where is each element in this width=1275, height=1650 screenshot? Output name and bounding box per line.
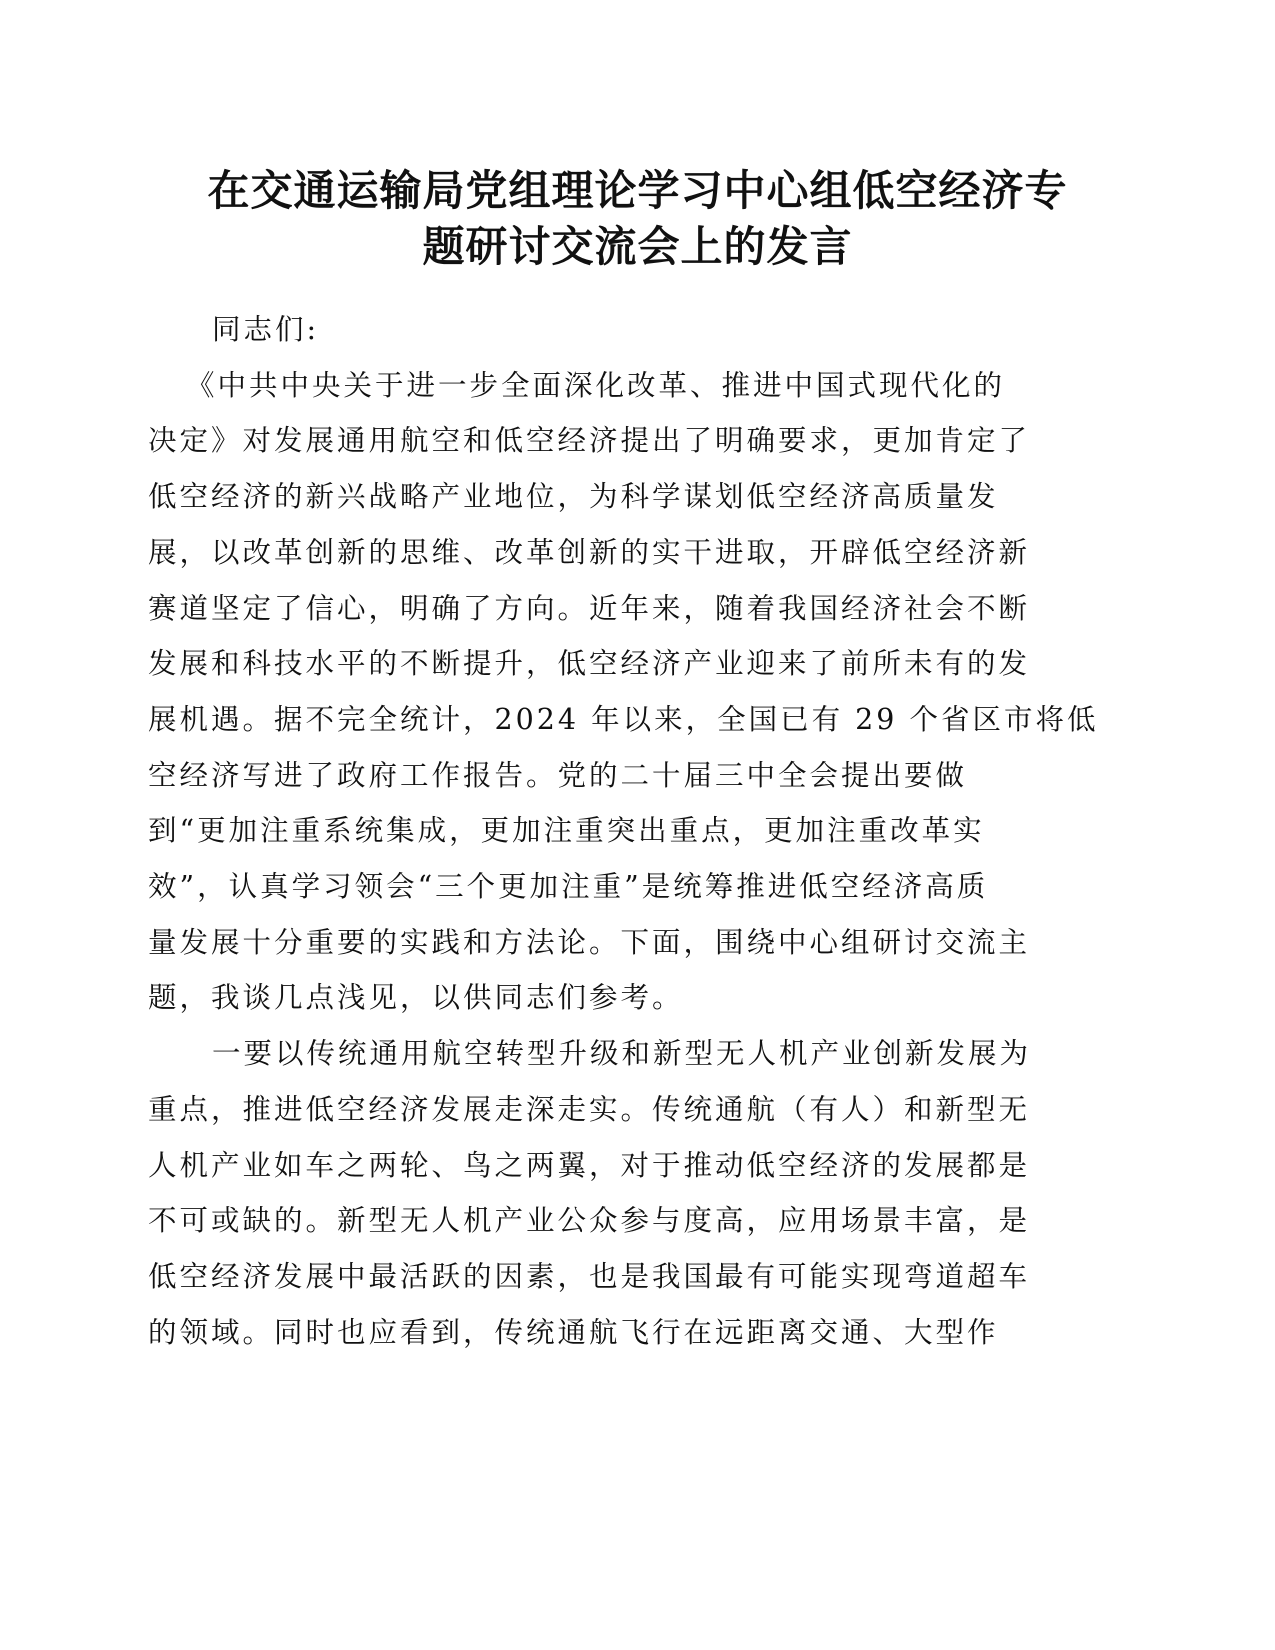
body-text-line: 《中共中央关于进一步全面深化改革、推进中国式现代化的: [186, 368, 1006, 402]
body-text-line: 效”，认真学习领会“三个更加注重”是统筹推进低空经济高质: [148, 870, 989, 903]
body-text-line: 到“更加注重系统集成，更加注重突出重点，更加注重改革实: [148, 814, 985, 848]
body-text-line: 低空经济发展中最活跃的因素，也是我国最有可能实现弯道超车: [148, 1259, 1031, 1293]
body-text-line: 量发展十分重要的实践和方法论。下面，围绕中心组研讨交流主: [148, 925, 1031, 959]
document-title-line-2: 题研讨交流会上的发言: [422, 222, 853, 271]
body-text-line: 的领域。同时也应看到，传统通航飞行在远距离交通、大型作: [148, 1315, 999, 1349]
body-text-line: 空经济写进了政府工作报告。党的二十届三中全会提出要做: [148, 758, 968, 792]
body-text-line: 展，以改革创新的思维、改革创新的实干进取，开辟低空经济新: [148, 535, 1031, 569]
body-text-line: 发展和科技水平的不断提升，低空经济产业迎来了前所未有的发: [148, 647, 1031, 681]
document-title-line-1: 在交通运输局党组理论学习中心组低空经济专: [207, 166, 1068, 215]
body-text-line: 不可或缺的。新型无人机产业公众参与度高，应用场景丰富，是: [148, 1204, 1031, 1238]
body-text-line: 低空经济的新兴战略产业地位，为科学谋划低空经济高质量发: [148, 480, 999, 514]
body-text-line: 决定》对发展通用航空和低空经济提出了明确要求，更加肯定了: [148, 424, 1031, 458]
body-text-line: 人机产业如车之两轮、鸟之两翼，对于推动低空经济的发展都是: [148, 1148, 1031, 1182]
body-text-line: 赛道坚定了信心，明确了方向。近年来，随着我国经济社会不断: [148, 591, 1031, 625]
body-text-line: 同志们:: [212, 313, 320, 346]
body-text-line: 展机遇。据不完全统计，2024 年以来，全国已有 29 个省区市将低: [148, 702, 1099, 736]
body-text-line: 题，我谈几点浅见，以供同志们参考。: [148, 981, 684, 1015]
body-text-line: 一要以传统通用航空转型升级和新型无人机产业创新发展为: [212, 1037, 1032, 1071]
body-text-line: 重点，推进低空经济发展走深走实。传统通航（有人）和新型无: [148, 1092, 1031, 1126]
